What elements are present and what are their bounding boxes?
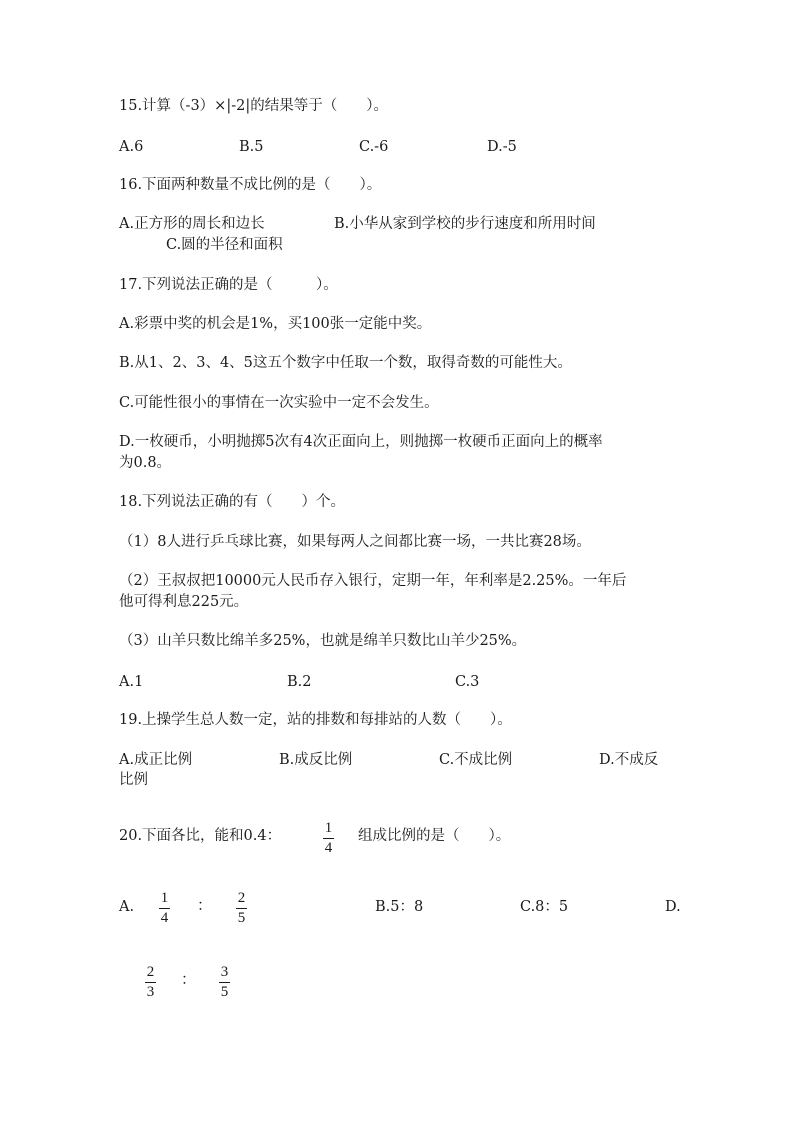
q20-stem-fraction <box>323 820 334 856</box>
q20-option-a-ratio-colon: ： <box>197 896 213 914</box>
q19-option-d: D.不成反 <box>599 752 659 768</box>
fraction-bar <box>159 908 170 909</box>
q18-statement-3: （3）山羊只数比绵羊多25%，也就是绵羊只数比山羊少25%。 <box>119 633 527 649</box>
fraction-denominator: 4 <box>324 840 333 856</box>
fraction-denominator: 5 <box>237 910 246 926</box>
q20-option-b: B.5：8 <box>375 899 424 915</box>
fraction-numerator: 1 <box>324 820 333 836</box>
q17-option-b: B.从1、2、3、4、5这五个数字中任取一个数，取得奇数的可能性大。 <box>119 355 572 371</box>
q18-stem: 18.下列说法正确的有（ ）个。 <box>119 494 346 510</box>
q15-option-b: B.5 <box>239 139 264 155</box>
q15-stem: 15.计算（-3）×|-2|的结果等于（ ）。 <box>119 98 388 114</box>
q18-statement-2-line2: 他可得利息225元。 <box>119 594 249 610</box>
q18-statement-1: （1）8人进行乒乓球比赛，如果每两人之间都比赛一场，一共比赛28场。 <box>119 534 591 550</box>
fraction-denominator: 4 <box>160 910 169 926</box>
q16-option-c: C.圆的半径和面积 <box>166 237 283 253</box>
fraction-numerator: 2 <box>146 964 155 980</box>
q20-stem-before: 20.下面各比，能和0.4： <box>119 828 282 844</box>
q20-option-d-ratio-colon: ： <box>181 970 197 988</box>
fraction-bar <box>236 908 247 909</box>
fraction-denominator: 5 <box>220 984 229 1000</box>
q19-stem: 19.上操学生总人数一定，站的排数和每排站的人数（ ）。 <box>119 712 512 728</box>
q19-option-c: C.不成比例 <box>439 752 513 768</box>
q16-stem: 16.下面两种数量不成比例的是（ ）。 <box>119 177 382 193</box>
q17-stem: 17.下列说法正确的是（ ）。 <box>119 277 338 293</box>
q20-option-d-label: D. <box>665 899 681 915</box>
q20-stem-after: 组成比例的是（ ）。 <box>358 828 511 844</box>
q17-option-d-line1: D.一枚硬币，小明抛掷5次有4次正面向上，则抛掷一枚硬币正面向上的概率 <box>119 434 603 450</box>
fraction-denominator: 3 <box>146 984 155 1000</box>
q17-option-d-line2: 为0.8。 <box>119 455 172 471</box>
fraction-numerator: 3 <box>220 964 229 980</box>
q19-option-a: A.成正比例 <box>119 752 193 768</box>
q17-option-a: A.彩票中奖的机会是1%，买100张一定能中奖。 <box>119 316 432 332</box>
q20-option-a-fraction-1 <box>159 890 170 926</box>
q15-option-c: C.-6 <box>359 139 389 155</box>
q18-option-a: A.1 <box>119 674 144 690</box>
fraction-numerator: 2 <box>237 890 246 906</box>
q15-option-d: D.-5 <box>487 139 517 155</box>
q20-option-c: C.8：5 <box>520 899 569 915</box>
q18-statement-2-line1: （2）王叔叔把10000元人民币存入银行，定期一年，年利率是2.25%。一年后 <box>119 573 627 589</box>
q18-option-c: C.3 <box>455 674 480 690</box>
q19-option-d-wrap: 比例 <box>119 772 148 788</box>
fraction-bar <box>145 982 156 983</box>
q16-option-a: A.正方形的周长和边长 <box>119 216 265 232</box>
fraction-bar <box>323 838 334 839</box>
q15-option-a: A.6 <box>119 139 144 155</box>
fraction-bar <box>219 982 230 983</box>
q20-option-a-fraction-2 <box>236 890 247 926</box>
q18-option-b: B.2 <box>287 674 312 690</box>
q20-option-d-fraction-1 <box>145 964 156 1000</box>
q20-option-d-fraction-2 <box>219 964 230 1000</box>
q20-option-a-label: A. <box>119 899 135 915</box>
fraction-numerator: 1 <box>160 890 169 906</box>
q16-option-b: B.小华从家到学校的步行速度和所用时间 <box>334 216 596 232</box>
q19-option-b: B.成反比例 <box>279 752 353 768</box>
q17-option-c: C.可能性很小的事情在一次实验中一定不会发生。 <box>119 395 439 411</box>
